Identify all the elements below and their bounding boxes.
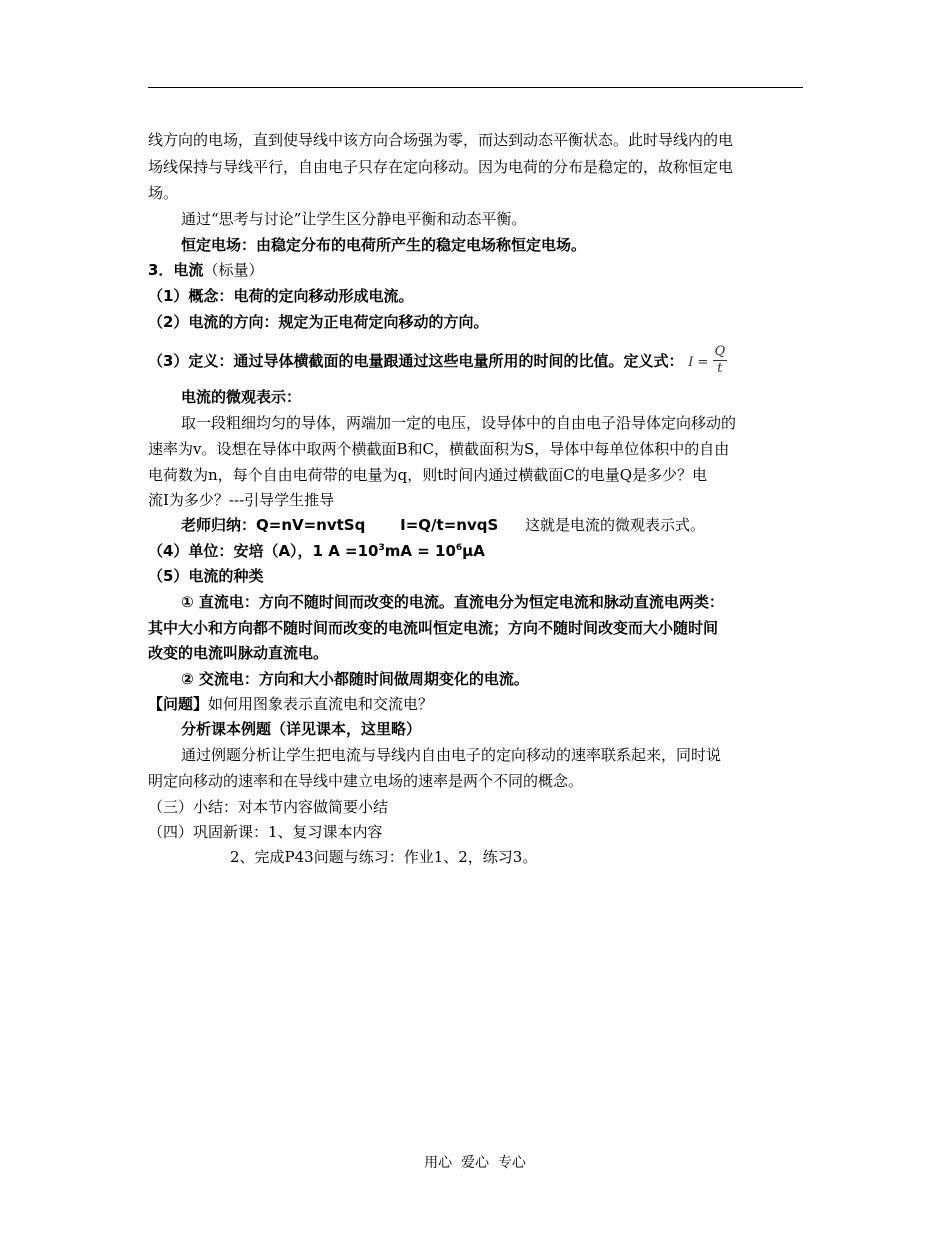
homework-line: 2、完成P43问题与练习：作业1、2，练习3。 — [230, 848, 538, 866]
formula-fraction — [713, 344, 728, 377]
paragraph-line: 取一段粗细均匀的导体，两端加一定的电压，设导体中的自由电子沿导体定向移动的 — [181, 414, 737, 432]
unit-exp2: 6 — [455, 543, 463, 553]
paragraph-line: 通过例题分析让学生把电流与导线内自由电子的定向移动的速率联系起来，同时说 — [181, 746, 722, 764]
section-heading — [148, 260, 263, 280]
paragraph-line: 明定向移动的速率和在导线中建立电场的速率是两个不同的概念。 — [148, 772, 584, 790]
paragraph-line: 场线保持与导线平行，自由电子只存在定向移动。因为电荷的分布是稳定的，故称恒定电 — [148, 158, 734, 176]
example-heading: 分析课本例题（详见课本，这里略） — [181, 720, 422, 738]
paragraph-line: 通过“思考与讨论”让学生区分静电平衡和动态平衡。 — [181, 210, 527, 228]
teacher-summary — [181, 515, 705, 535]
formula — [688, 344, 727, 376]
paragraph-line: 流I为多少？---引导学生推导 — [148, 491, 335, 509]
section-note: （标量） — [203, 261, 264, 279]
paragraph-line: 电荷数为n，每个自由电荷带的电量为q，则t时间内通过横截面C的电量Q是多少？电 — [148, 466, 708, 484]
teacher-tail: 这就是电流的微观表示式。 — [525, 516, 706, 534]
teacher-equation: I=Q/t=nvqS — [400, 516, 499, 534]
formula-lhs: I = — [688, 355, 709, 370]
dc-line: ① 直流电：方向不随时间而改变的电流。直流电分为恒定电流和脉动直流电两类： — [181, 593, 724, 611]
summary-line: （三）小结：对本节内容做简要小结 — [148, 798, 389, 816]
question-line — [148, 694, 433, 714]
paragraph-line: 线方向的电场，直到使导线中该方向合场强为零，而达到动态平衡状态。此时导线内的电 — [148, 131, 734, 149]
definition-constant-field: 恒定电场：由稳定分布的电荷所产生的稳定电场称恒定电场。 — [181, 236, 587, 254]
formula-denominator: t — [717, 361, 723, 376]
definition-text: （3）定义：通过导体横截面的电量跟通过这些电量所用的时间的比值。定义式： — [148, 352, 684, 370]
page-footer: 用心 爱心 专心 — [424, 1155, 526, 1171]
dc-line: 其中大小和方向都不随时间而改变的电流叫恒定电流；方向不随时间改变而大小随时间 — [148, 619, 719, 637]
item-concept: （1）概念：电荷的定向移动形成电流。 — [148, 287, 414, 305]
item-kinds: （5）电流的种类 — [148, 567, 264, 585]
paragraph-line: 速率为v。设想在导体中取两个横截面B和C，横截面积为S，导体中每单位体积中的自由 — [148, 440, 730, 458]
ac-line: ② 交流电：方向和大小都随时间做周期变化的电流。 — [181, 670, 529, 688]
item-direction: （2）电流的方向：规定为正电荷定向移动的方向。 — [148, 313, 489, 331]
formula-numerator: Q — [714, 344, 726, 359]
paragraph-line: 场。 — [148, 184, 179, 202]
unit-exp1: 3 — [378, 543, 385, 553]
consolidate-line: （四）巩固新课：1、复习课本内容 — [148, 823, 383, 841]
dc-line: 改变的电流叫脉动直流电。 — [148, 644, 329, 662]
question-label: 【问题】 — [148, 695, 209, 713]
section-title: 3．电流 — [148, 261, 204, 279]
item-unit — [148, 541, 485, 561]
micro-title: 电流的微观表示： — [181, 388, 302, 406]
question-text: 如何用图象表示直流电和交流电？ — [208, 695, 434, 713]
unit-prefix: （4）单位：安培（A），1 A =10 — [148, 542, 379, 560]
header-rule — [148, 87, 803, 88]
unit-suffix: μA — [462, 542, 485, 560]
item-definition — [148, 346, 727, 379]
unit-mid: mA = 10 — [384, 542, 456, 560]
teacher-label: 老师归纳：Q=nV=nvtSq — [181, 516, 366, 534]
